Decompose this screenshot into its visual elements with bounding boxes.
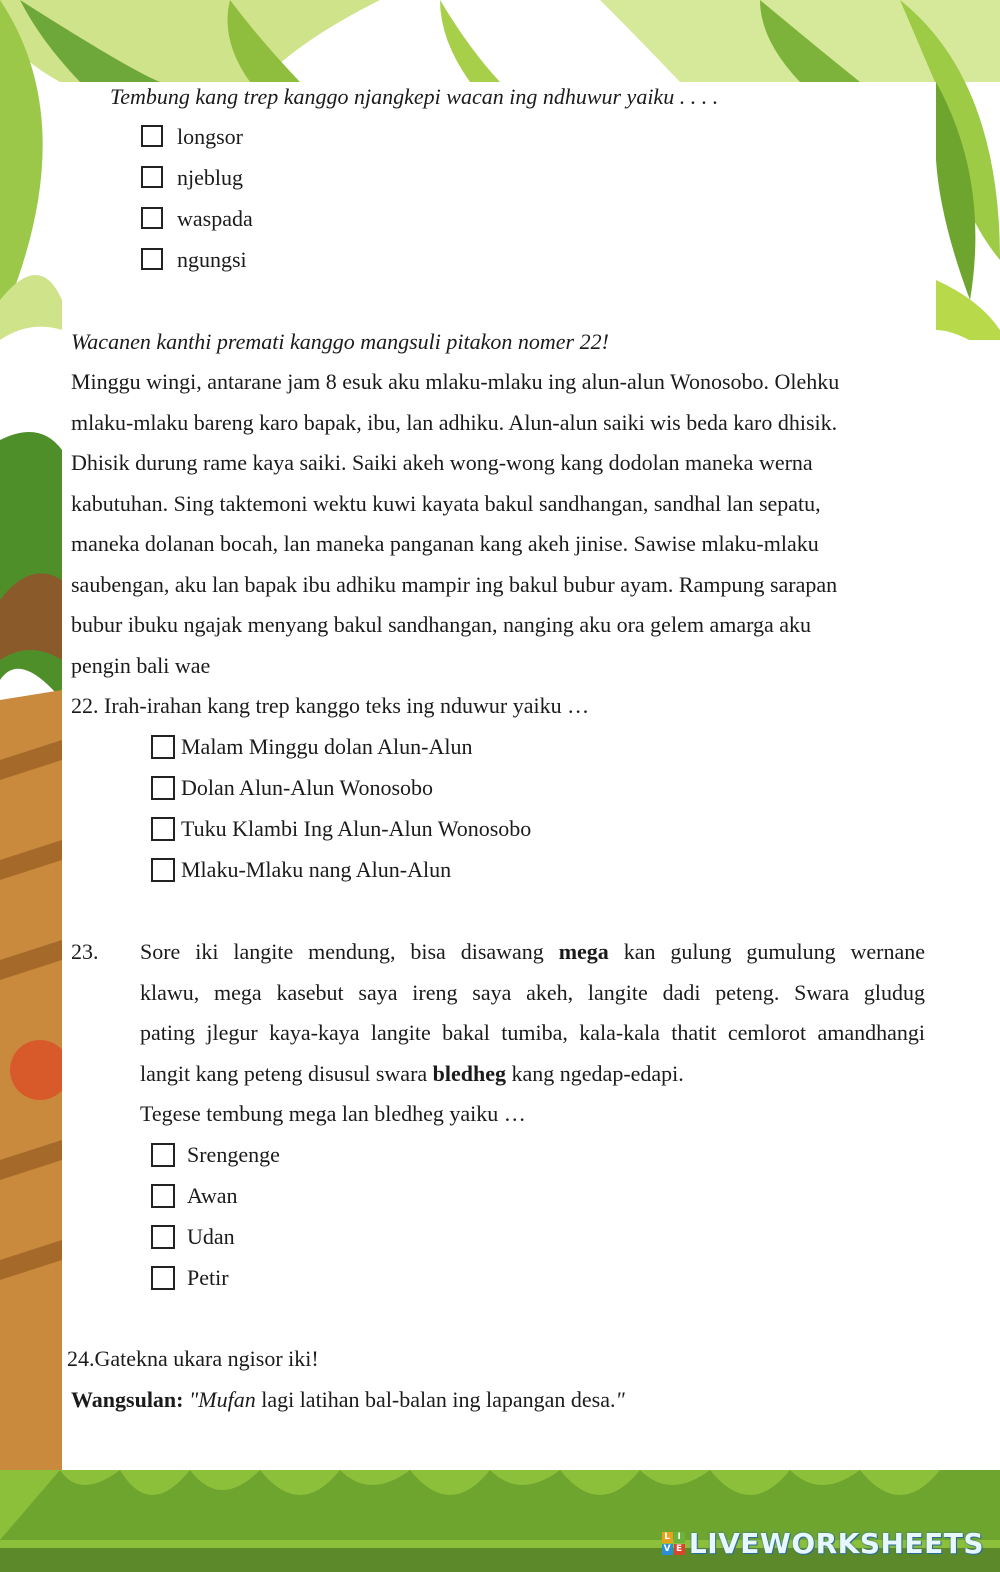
passage-line: saubengan, aku lan bapak ibu adhiku mampir ing bakul bubur ayam. Rampung sarapan xyxy=(71,571,838,597)
q23-line-4-start: langit kang peteng disusul swara xyxy=(140,1060,428,1086)
q24-answer-text: lagi latihan bal-balan ing lapangan desa. xyxy=(255,1387,616,1412)
q23-line-2: klawu, mega kasebut saya ireng saya akeh, langite dadi peteng. Swara gludug xyxy=(140,979,925,1005)
passage-line: mlaku-mlaku bareng karo bapak, ibu, lan adhiku. Alun-alun saiki wis beda karo dhisik. xyxy=(71,409,838,435)
q23-option-2-label: Awan xyxy=(187,1183,238,1208)
logo-letter: L xyxy=(662,1532,673,1543)
q24-close-quote: " xyxy=(615,1387,625,1412)
q21-prompt: Tembung kang trep kanggo njangkepi wacan ing ndhuwur yaiku . . . . xyxy=(110,84,719,109)
passage-line: Minggu wingi, antarane jam 8 esuk aku mlaku-mlaku ing alun-alun Wonosobo. Olehku xyxy=(71,369,840,394)
logo-letter: V xyxy=(663,1544,672,1554)
q23-option-4-checkbox[interactable] xyxy=(151,1266,175,1290)
q23-line-4 xyxy=(140,1054,925,1095)
q21-option-4-label: ngungsi xyxy=(177,247,247,272)
passage-line: kabutuhan. Sing taktemoni wektu kuwi kayata bakul sandhangan, sandhal lan sepatu, xyxy=(71,490,821,516)
q23-line-1-end: kan gulung gumulung wernane xyxy=(623,939,926,964)
q21-option-4-checkbox[interactable] xyxy=(141,248,163,270)
q22-option-4-label: Mlaku-Mlaku nang Alun-Alun xyxy=(181,857,452,882)
q21-option-2-checkbox[interactable] xyxy=(141,166,163,188)
q22-instruction: Wacanen kanthi premati kanggo mangsuli pitakon nomer 22! xyxy=(71,329,609,354)
q22-question: 22. Irah-irahan kang trep kanggo teks ing nduwur yaiku … xyxy=(71,693,590,718)
q21-option-1-label: longsor xyxy=(177,124,243,149)
q22-option-3-label: Tuku Klambi Ing Alun-Alun Wonosobo xyxy=(181,816,532,841)
q23-option-2-checkbox[interactable] xyxy=(151,1184,175,1208)
q21-option-3-label: waspada xyxy=(177,206,253,231)
passage-line: maneka dolanan bocah, lan maneka panganan kang akeh jinise. Sawise mlaku-mlaku xyxy=(71,531,819,556)
q23-option-1-checkbox[interactable] xyxy=(151,1143,175,1167)
q21-option-3-checkbox[interactable] xyxy=(141,207,163,229)
q23-option-3-label: Udan xyxy=(187,1224,235,1249)
q22-option-1-checkbox[interactable] xyxy=(151,735,175,759)
passage-line: Dhisik durung rame kaya saiki. Saiki akeh wong-wong kang dodolan maneka werna xyxy=(71,450,813,475)
q24-prompt: 24.Gatekna ukara ngisor iki! xyxy=(67,1346,319,1371)
q21-option-2-label: njeblug xyxy=(177,165,243,190)
q22-option-1-label: Malam Minggu dolan Alun-Alun xyxy=(181,734,473,759)
logo-letter: E xyxy=(674,1544,685,1555)
q23-line-3: pating jlegur kaya-kaya langite bakal tumiba, kala-kala thatit cemlorot amandhangi xyxy=(140,1020,925,1045)
q23-term-bledheg: bledheg xyxy=(432,1060,507,1086)
q22-option-4-checkbox[interactable] xyxy=(151,858,175,882)
liveworksheets-watermark xyxy=(662,1527,984,1560)
q21-option-1-checkbox[interactable] xyxy=(141,125,163,147)
q23-term-mega: mega xyxy=(558,939,609,964)
q22-option-2-checkbox[interactable] xyxy=(151,776,175,800)
q24-answer-line xyxy=(71,1386,625,1414)
q23-line-1-start: Sore iki langite mendung, bisa disawang xyxy=(140,939,544,964)
q23-line-1 xyxy=(140,932,925,973)
logo-letter: I xyxy=(674,1532,685,1543)
q22-option-3-checkbox[interactable] xyxy=(151,817,175,841)
liveworksheets-logo-icon xyxy=(662,1532,685,1555)
q24-answer-label: Wangsulan: xyxy=(71,1387,184,1412)
q22-option-2-label: Dolan Alun-Alun Wonosobo xyxy=(181,775,434,800)
passage-line: bubur ibuku ngajak menyang bakul sandhangan, nanging aku ora gelem amarga aku xyxy=(71,612,812,637)
passage-line: pengin bali wae xyxy=(71,652,211,678)
q23-passage xyxy=(140,932,925,1135)
q24-answer-name: Mufan xyxy=(198,1387,256,1412)
q23-number: 23. xyxy=(71,939,99,964)
liveworksheets-text: LIVEWORKSHEETS xyxy=(688,1527,984,1560)
q23-question: Tegese tembung mega lan bledheg yaiku … xyxy=(140,1101,526,1126)
q23-option-4-label: Petir xyxy=(187,1265,229,1290)
q23-line-4-end: kang ngedap-edapi. xyxy=(511,1060,684,1086)
q24-open-quote: " xyxy=(189,1387,199,1412)
q23-option-1-label: Srengenge xyxy=(187,1142,280,1167)
q23-option-3-checkbox[interactable] xyxy=(151,1225,175,1249)
q22-passage xyxy=(71,362,925,686)
